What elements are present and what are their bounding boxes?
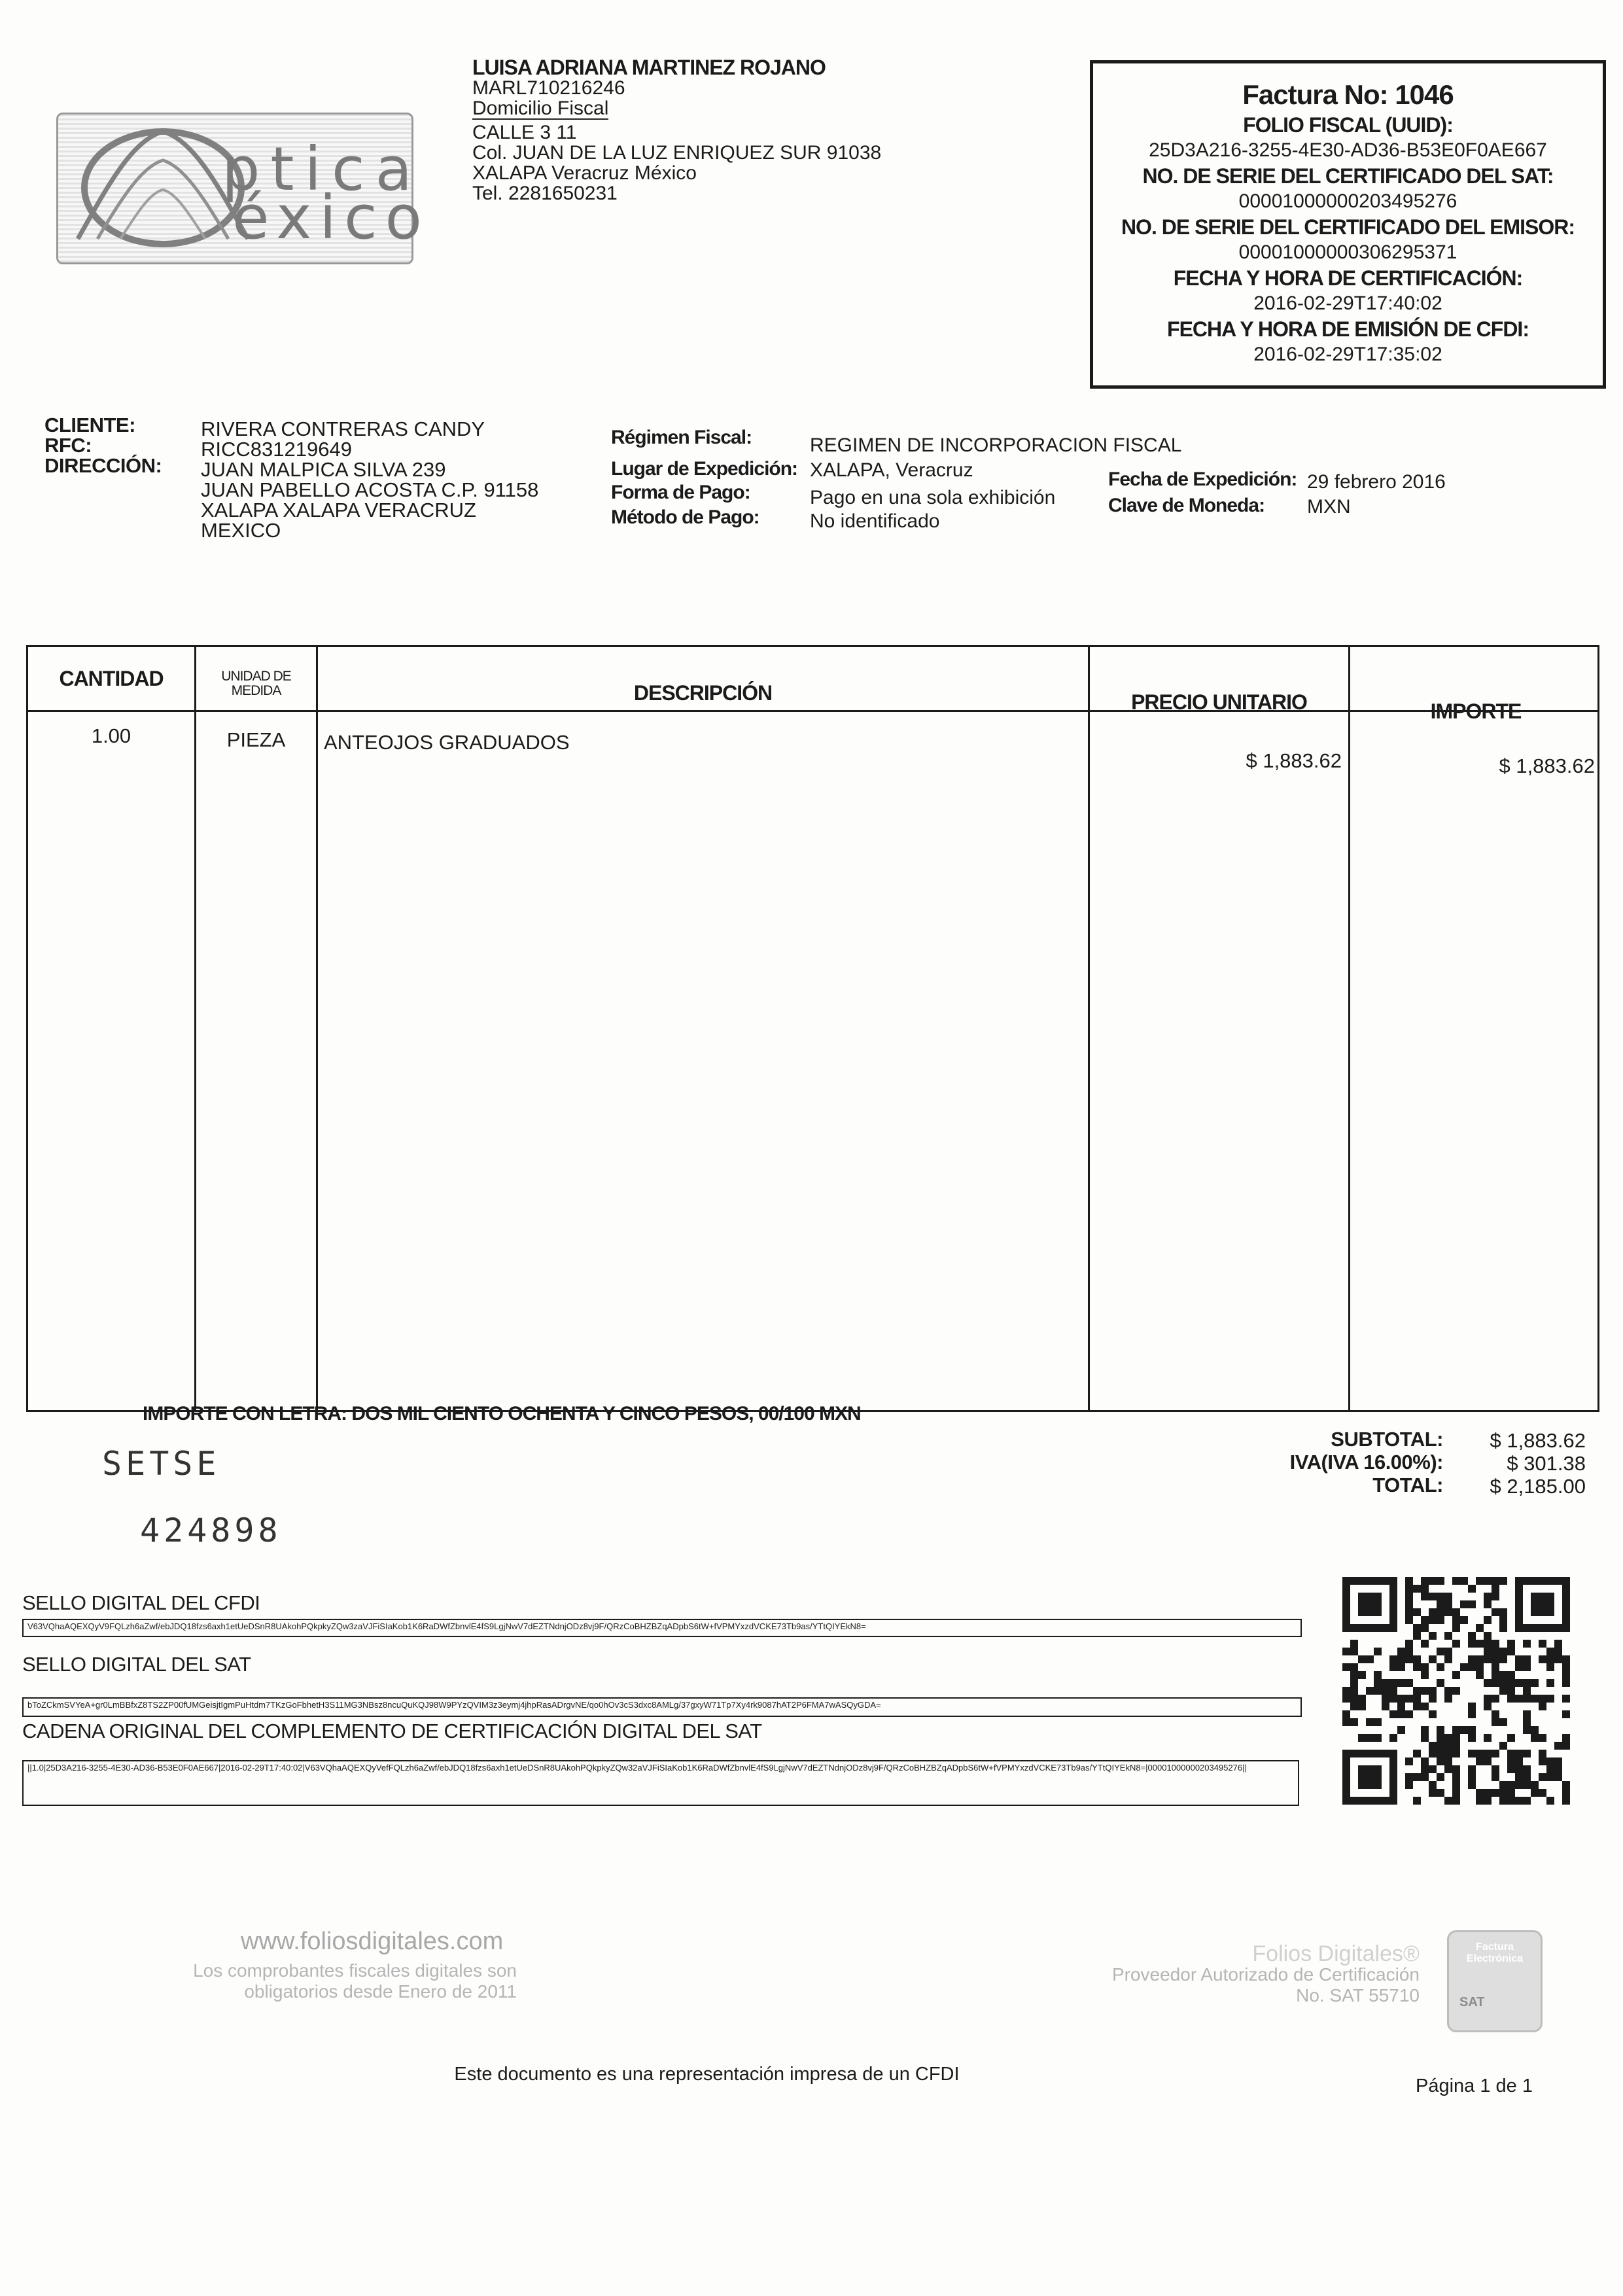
amount-in-words-value: DOS MIL CIENTO OCHENTA Y CINCO PESOS, 00/100 MXN: [351, 1403, 861, 1424]
regimen-label: Régimen Fiscal:: [611, 427, 752, 448]
footer-legal-2: obligatorios desde Enero de 2011: [244, 1981, 517, 2002]
moneda-label: Clave de Moneda:: [1108, 495, 1265, 516]
invoice-number: Factura No: 1046: [1242, 79, 1454, 110]
folio-label: FOLIO FISCAL (UUID):: [1243, 113, 1453, 137]
fecha-expedicion-value: 29 febrero 2016: [1307, 471, 1446, 493]
issuer-name: LUISA ADRIANA MARTINEZ ROJANO: [472, 56, 826, 79]
cert-date-label: FECHA Y HORA DE CERTIFICACIÓN:: [1173, 266, 1523, 290]
col-header-descripcion: DESCRIPCIÓN: [633, 681, 773, 705]
forma-value: Pago en una sola exhibición: [810, 487, 1056, 508]
row-precio: $ 1,883.62: [1246, 749, 1342, 772]
client-label: CLIENTE:: [44, 414, 135, 436]
logo-word-optica: ptica: [222, 134, 423, 204]
stamp-text-2: Electrónica: [1466, 1953, 1524, 1964]
issuer-block: [472, 58, 881, 203]
client-address-4: MEXICO: [201, 519, 281, 542]
total-label: TOTAL:: [1372, 1474, 1443, 1496]
col-header-unidad-line2: MEDIDA: [231, 683, 281, 698]
totals-labels: [1181, 1428, 1443, 1496]
cfdi-representation-note: [0, 2064, 1623, 2085]
issuer-phone: Tel. 2281650231: [472, 183, 618, 204]
client-values: [201, 419, 538, 540]
logo-word-mexico: éxico: [232, 183, 430, 253]
sat-cert-value: 00001000000203495276: [1238, 190, 1457, 212]
footer-legal: [150, 1960, 517, 2002]
fiscal-address-label: Domicilio Fiscal: [472, 97, 609, 119]
client-address-3: XALAPA XALAPA VERACRUZ: [201, 499, 476, 521]
row-descripcion: ANTEOJOS GRADUADOS: [324, 731, 570, 754]
row-cantidad: 1.00: [91, 724, 131, 747]
cfdi-seal-label: SELLO DIGITAL DEL CFDI: [22, 1591, 260, 1614]
col-header-precio: PRECIO UNITARIO: [1131, 690, 1307, 714]
subtotal-label: SUBTOTAL:: [1331, 1428, 1443, 1451]
iva-label: IVA(IVA 16.00%):: [1289, 1451, 1443, 1474]
regimen-value: REGIMEN DE INCORPORACION FISCAL: [810, 434, 1182, 456]
folio-value: 25D3A216-3255-4E30-AD36-B53E0F0AE667: [1149, 139, 1547, 161]
cfdi-seal-value: V63VQhaAQEXQyV9FQLzh6aZwf/ebJDQ18fzs6axh1etUeDSnR8UAkohPQkpkyZQw3zaVJFiSIaKob1K6RaDWfZbnvlE4fS9LgjNwV7dEZTNdnjODz8vj9F/QRzCoBHZBZqADpbS6tW+fVPMYxzdVCKE73Tb9as/YTtQIYEkN8=: [22, 1619, 1302, 1637]
metodo-value: No identificado: [810, 510, 940, 532]
stamp-text: [1457, 1941, 1533, 1965]
client-rfc-label: RFC:: [44, 434, 92, 457]
client-address-2: JUAN PABELLO ACOSTA C.P. 91158: [201, 478, 539, 501]
row-unidad: PIEZA: [226, 728, 286, 751]
forma-label: Forma de Pago:: [611, 482, 750, 503]
client-address-1: JUAN MALPICA SILVA 239: [201, 458, 446, 481]
electronic-invoice-stamp-icon: [1447, 1930, 1543, 2032]
footer-pac-desc: Proveedor Autorizado de Certificación: [1111, 1964, 1420, 1985]
cert-date-value: 2016-02-29T17:40:02: [1253, 292, 1442, 314]
footer-pac: [1079, 1943, 1420, 2006]
items-table: [26, 645, 1599, 1412]
issuer-cert-label: NO. DE SERIE DEL CERTIFICADO DEL EMISOR:: [1121, 215, 1575, 239]
total-value: $ 2,185.00: [1490, 1475, 1586, 1498]
qr-code-icon: [1342, 1577, 1570, 1805]
cadena-value: ||1.0|25D3A216-3255-4E30-AD36-B53E0F0AE667|2016-02-29T17:40:02|V63VQhaAQEXQyVefFQLzh6aZwf/ebJDQ18fzs6axh1etUeDSnR8UAkohPQkpkyZQw32aVJFiSIaKob1K6RaDWfZbnvlE4fS9LgjNwV7dEZTNdnjODz8vj9F/QRzCoBHZBZqADpbS6tW+fVPMYxzdVCKE73Tb9as/YTtQIYEkN8=|00001000000203495276||: [22, 1760, 1299, 1806]
client-name: RIVERA CONTRERAS CANDY: [201, 417, 485, 440]
metodo-label: Método de Pago:: [611, 506, 759, 528]
stamp-sat-text: SAT: [1459, 1995, 1485, 2009]
client-labels: [44, 415, 162, 476]
client-address-label: DIRECCIÓN:: [44, 454, 162, 477]
lugar-label: Lugar de Expedición:: [611, 458, 798, 480]
cadena-label: CADENA ORIGINAL DEL COMPLEMENTO DE CERTIFICACIÓN DIGITAL DEL SAT: [22, 1720, 762, 1742]
subtotal-value: $ 1,883.62: [1490, 1429, 1586, 1452]
emission-date-label: FECHA Y HORA DE EMISIÓN DE CFDI:: [1167, 317, 1529, 341]
sat-cert-label: NO. DE SERIE DEL CERTIFICADO DEL SAT:: [1142, 164, 1554, 188]
page-number: Página 1 de 1: [1416, 2075, 1533, 2096]
issuer-colony: Col. JUAN DE LA LUZ ENRIQUEZ SUR 91038: [472, 142, 882, 164]
issuer-city: XALAPA Veracruz México: [472, 162, 697, 184]
sat-seal-label: SELLO DIGITAL DEL SAT: [22, 1653, 251, 1676]
iva-value: $ 301.38: [1507, 1452, 1586, 1475]
issuer-cert-value: 00001000000306295371: [1238, 241, 1457, 263]
totals-values: [1455, 1429, 1586, 1498]
amount-in-words-label: IMPORTE CON LETRA:: [143, 1403, 347, 1424]
handwritten-note-2: 424898: [140, 1511, 282, 1549]
amount-in-words: [143, 1403, 861, 1425]
col-header-unidad: [196, 669, 316, 698]
moneda-value: MXN: [1307, 496, 1351, 518]
client-rfc: RICC831219649: [201, 438, 352, 461]
issuer-rfc: MARL710216246: [472, 77, 625, 99]
lugar-value: XALAPA, Veracruz: [810, 459, 973, 481]
issuer-street: CALLE 3 11: [472, 122, 577, 143]
footer-website: www.foliosdigitales.com: [241, 1928, 504, 1955]
footer-pac-name: Folios Digitales®: [1252, 1941, 1420, 1966]
fecha-expedicion-label: Fecha de Expedición:: [1108, 468, 1297, 490]
company-logo: [56, 113, 430, 264]
invoice-info-box: [1090, 60, 1606, 389]
row-importe: $ 1,883.62: [1499, 754, 1595, 777]
handwritten-note-1: SETSE: [102, 1445, 220, 1483]
col-header-unidad-line1: UNIDAD DE: [221, 669, 291, 684]
cfdi-representation-text: Este documento es una representación impresa de un CFDI: [454, 2064, 960, 2085]
footer-legal-1: Los comprobantes fiscales digitales son: [193, 1960, 517, 1981]
col-header-importe: IMPORTE: [1430, 699, 1522, 723]
sat-seal-value: bToZCkmSVYeA+gr0LmBBfxZ8TS2ZP00fUMGeisjtIgmPuHtdm7TKzGoFbhetH3S11MG3NBsz8ncuQuKQJ98W9PYzQVIM3z3eymj4jhpRasADrgvNE/qo0hOv3cS3dxc8AMLg/37gxyW71Tp7Xy4rk9087hAT2P6FMA7wASQyGDA=: [22, 1697, 1302, 1717]
stamp-text-1: Factura: [1476, 1941, 1514, 1952]
col-header-cantidad: CANTIDAD: [59, 667, 164, 690]
emission-date-value: 2016-02-29T17:35:02: [1253, 344, 1442, 365]
footer-pac-number: No. SAT 55710: [1296, 1985, 1420, 2005]
